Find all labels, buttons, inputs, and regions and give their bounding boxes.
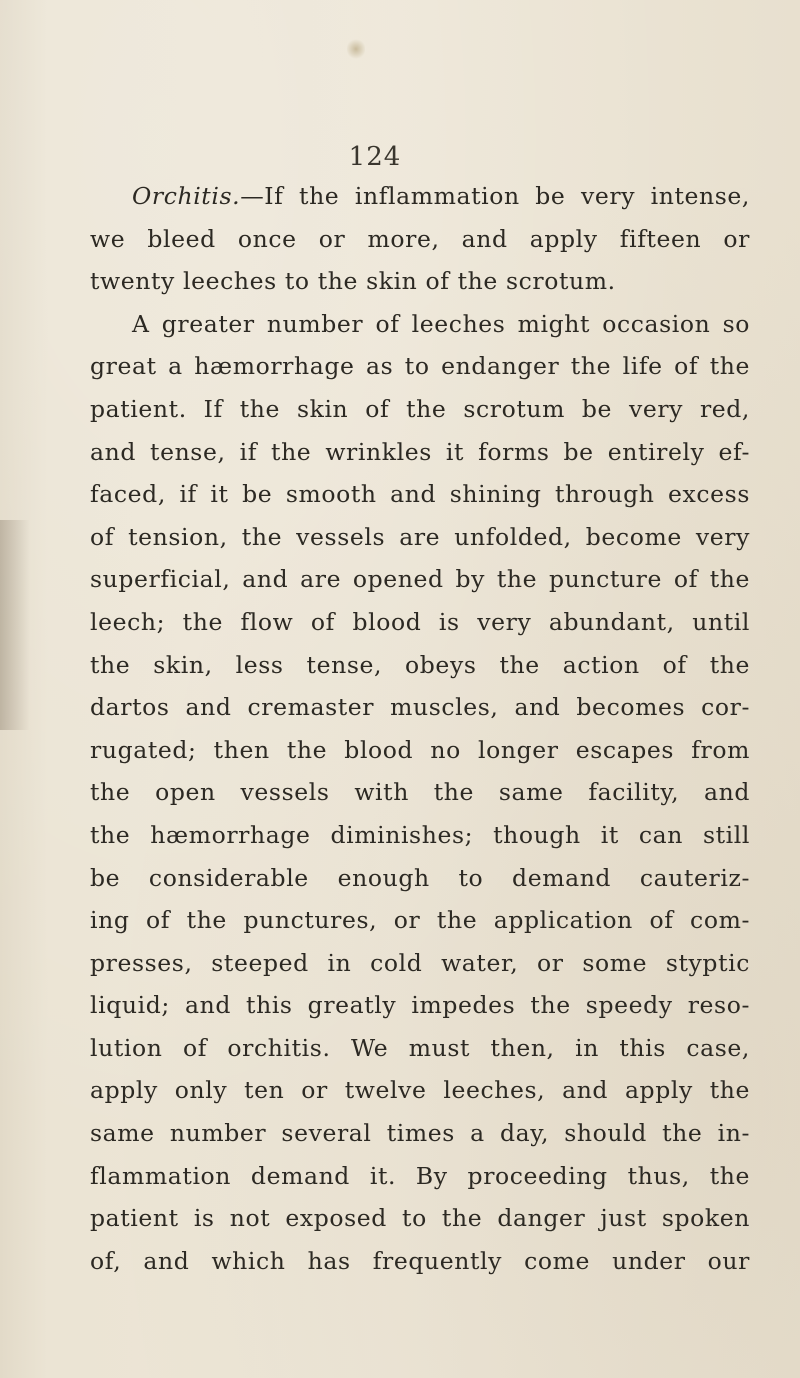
- text-line: A greater number of leeches might occasion so: [132, 309, 750, 338]
- text-line: same number several times a day, should the in-: [90, 1119, 750, 1148]
- text-line: patient is not exposed to the danger just spoken: [90, 1204, 750, 1233]
- text-line: superficial, and are opened by the puncture of the: [90, 565, 750, 594]
- line-text: —If the inflammation be very intense,: [240, 182, 750, 210]
- text-line: the hæmorrhage diminishes; though it can still: [90, 820, 750, 849]
- text-line: be considerable enough to demand cauteriz-: [90, 863, 750, 892]
- paper-speck: [347, 38, 365, 60]
- text-line: patient. If the skin of the scrotum be very red,: [90, 394, 750, 423]
- text-line: [90, 175, 750, 218]
- text-line: lution of orchitis. We must then, in this case,: [90, 1033, 750, 1062]
- text-line: presses, steeped in cold water, or some styptic: [90, 948, 750, 977]
- text-line: rugated; then the blood no longer escapes from: [90, 735, 750, 764]
- text-line: ing of the punctures, or the application of com-: [90, 906, 750, 935]
- text-line: dartos and cremaster muscles, and becomes cor-: [90, 693, 750, 722]
- page-number: 124: [348, 142, 402, 172]
- text-line: twenty leeches to the skin of the scrotum.: [90, 267, 616, 296]
- text-line: the skin, less tense, obeys the action of the: [90, 650, 750, 679]
- body-text: [90, 175, 750, 1282]
- text-line: great a hæmorrhage as to endanger the life of the: [90, 352, 750, 381]
- text-line: faced, if it be smooth and shining through excess: [90, 480, 750, 509]
- section-heading: Orchitis.: [132, 182, 241, 210]
- text-line: we bleed once or more, and apply fifteen or: [90, 224, 750, 253]
- text-line: of tension, the vessels are unfolded, become very: [90, 522, 750, 551]
- text-line: flammation demand it. By proceeding thus, the: [90, 1161, 750, 1190]
- text-line: of, and which has frequently come under our: [90, 1246, 750, 1275]
- text-line: and tense, if the wrinkles it forms be entirely ef-: [90, 437, 750, 466]
- text-line: liquid; and this greatly impedes the speedy reso-: [90, 991, 750, 1020]
- text-line: apply only ten or twelve leeches, and apply the: [90, 1076, 750, 1105]
- text-line: the open vessels with the same facility, and: [90, 778, 750, 807]
- page-edge-shadow: [0, 520, 30, 730]
- text-line: leech; the flow of blood is very abundant, until: [90, 607, 750, 636]
